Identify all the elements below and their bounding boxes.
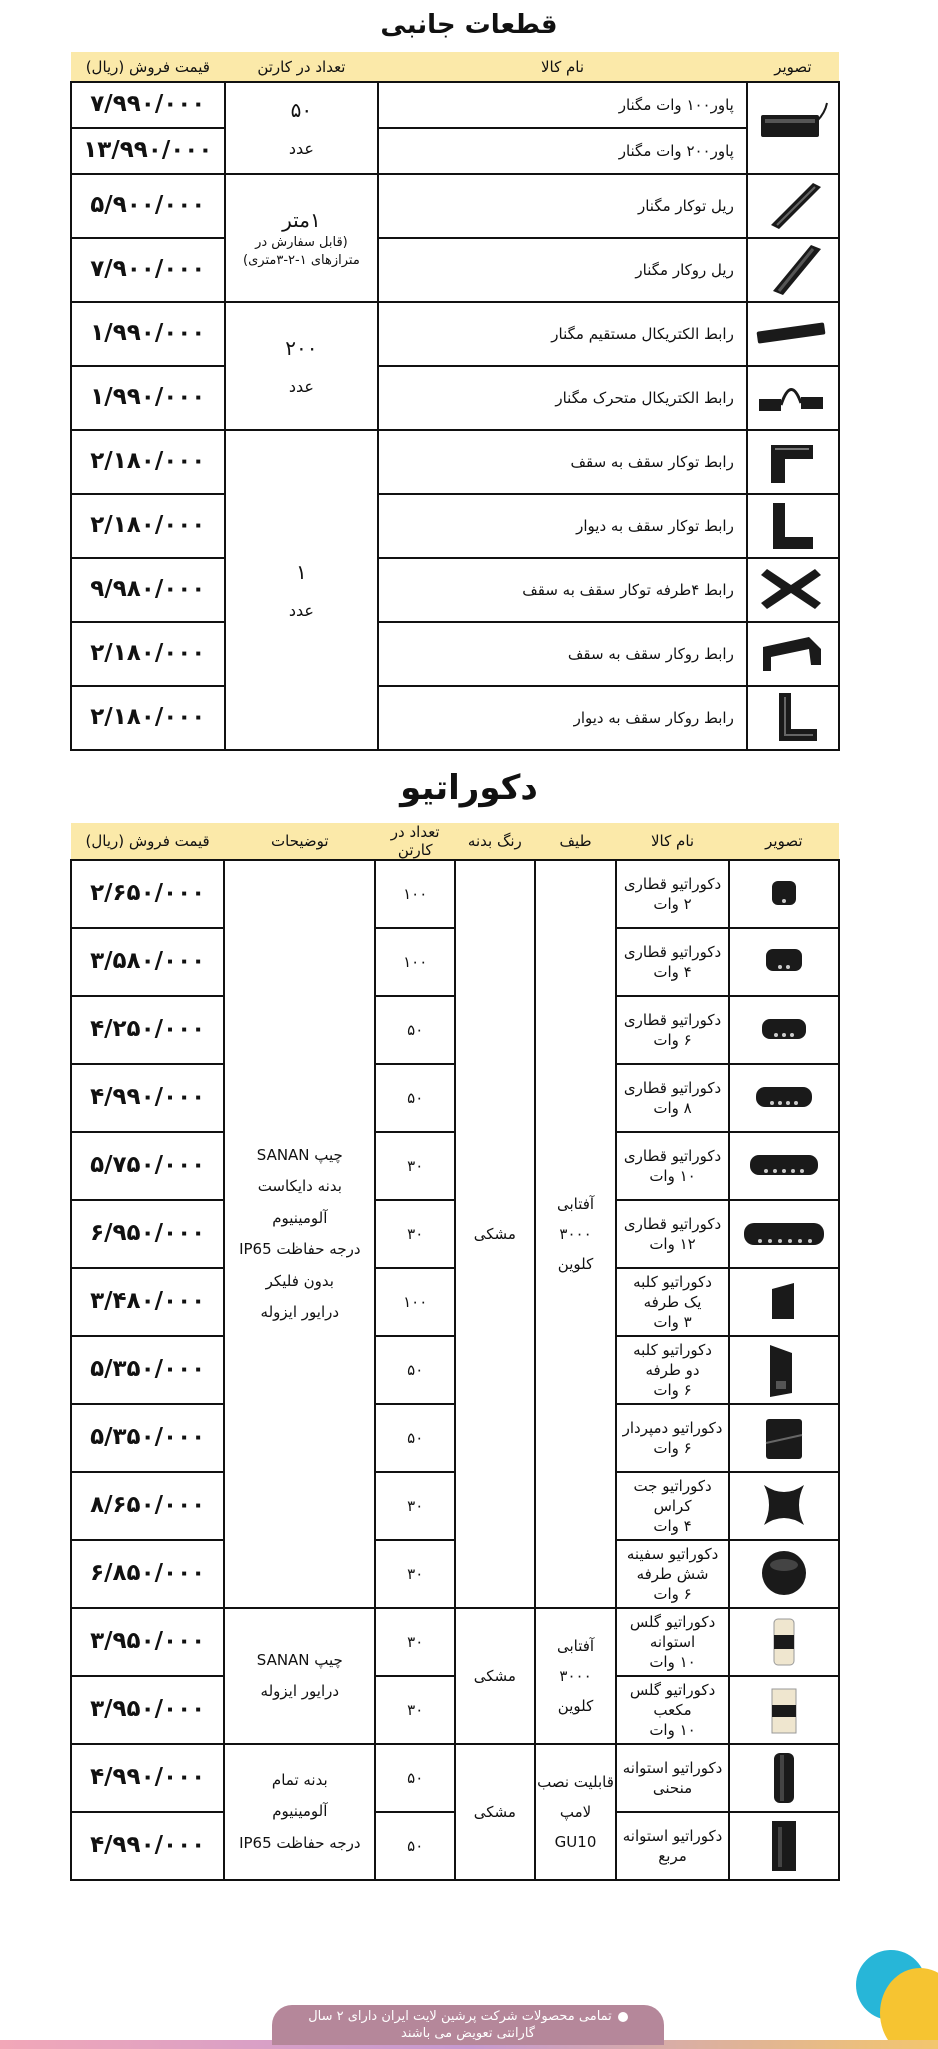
product-name: دکوراتیو قطاری ۲ وات xyxy=(616,860,728,928)
product-image xyxy=(729,1268,839,1336)
product-image xyxy=(729,1200,839,1268)
footer-line-2: گارانتی تعویض می باشند xyxy=(401,2025,535,2041)
sale-price: ۱/۹۹۰/۰۰۰ xyxy=(71,302,225,366)
product-name: دکوراتیو جت کراس ۴ وات xyxy=(616,1472,728,1540)
carton-quantity: ۳۰ xyxy=(375,1676,455,1744)
product-name: رابط روکار سقف به دیوار xyxy=(378,686,747,750)
sale-price: ۵/۷۵۰/۰۰۰ xyxy=(71,1132,224,1200)
wall-light-6-icon xyxy=(742,1001,826,1059)
sale-price: ۲/۱۸۰/۰۰۰ xyxy=(71,622,225,686)
body-color: مشکی xyxy=(455,860,535,1608)
quantity-value: ۱متر xyxy=(282,207,321,232)
product-image xyxy=(747,238,839,302)
product-name: دکوراتیو قطاری ۱۲ وات xyxy=(616,1200,728,1268)
cross-connector-icon xyxy=(751,561,835,619)
product-image xyxy=(729,1744,839,1812)
section-title-accessories: قطعات جانبی xyxy=(380,10,558,40)
glass-cylinder-icon xyxy=(742,1613,826,1671)
wall-light-2-icon xyxy=(742,865,826,923)
l-connector-icon xyxy=(751,497,835,555)
surface-rail-icon xyxy=(751,241,835,299)
wall-light-10-icon xyxy=(742,1137,826,1195)
sale-price: ۴/۲۵۰/۰۰۰ xyxy=(71,996,224,1064)
carton-quantity: ۳۰ xyxy=(375,1608,455,1676)
sale-price: ۵/۹۰۰/۰۰۰ xyxy=(71,174,225,238)
sale-price: ۴/۹۹۰/۰۰۰ xyxy=(71,1812,224,1880)
product-image xyxy=(729,1608,839,1676)
wall-light-12-icon xyxy=(742,1205,826,1263)
product-name: ریل روکار مگنار xyxy=(378,238,747,302)
carton-quantity: ۳۰ xyxy=(375,1200,455,1268)
header-description: توضیحات xyxy=(224,823,375,860)
quantity-unit: عدد xyxy=(288,600,314,620)
product-image xyxy=(729,1064,839,1132)
product-image xyxy=(729,928,839,996)
product-image xyxy=(729,1472,839,1540)
product-name: دکوراتیو سفینه شش طرفه ۶ وات xyxy=(616,1540,728,1608)
table-row xyxy=(71,558,839,622)
sale-price: ۳/۹۵۰/۰۰۰ xyxy=(71,1676,224,1744)
product-description: چیپ SANAN درایور ایزوله xyxy=(224,1608,375,1744)
curved-cylinder-icon xyxy=(742,1749,826,1807)
carton-quantity: ۵۰ xyxy=(375,1404,455,1472)
table-row xyxy=(71,1200,839,1268)
bullet-icon xyxy=(618,2012,628,2022)
sale-price: ۲/۱۸۰/۰۰۰ xyxy=(71,494,225,558)
header-name: نام کالا xyxy=(616,823,728,860)
sale-price: ۶/۸۵۰/۰۰۰ xyxy=(71,1540,224,1608)
header-qty: تعداد در کارتن xyxy=(225,52,379,82)
damper-light-icon xyxy=(742,1409,826,1467)
product-name: رابط روکار سقف به سقف xyxy=(378,622,747,686)
quantity-unit: عدد xyxy=(288,138,314,158)
decorative-table xyxy=(70,823,840,1881)
table-row xyxy=(71,238,839,302)
body-color: مشکی xyxy=(455,1608,535,1744)
quantity-value: ۱ xyxy=(296,559,307,584)
quantity-value: ۵۰ xyxy=(290,97,313,122)
table-row xyxy=(71,174,839,238)
sale-price: ۶/۹۵۰/۰۰۰ xyxy=(71,1200,224,1268)
product-name: دکوراتیو گلس استوانه ۱۰ وات xyxy=(616,1608,728,1676)
product-image xyxy=(747,494,839,558)
flexible-connector-icon xyxy=(751,369,835,427)
sale-price: ۲/۱۸۰/۰۰۰ xyxy=(71,686,225,750)
wall-light-4-icon xyxy=(742,933,826,991)
body-color: مشکی xyxy=(455,1744,535,1880)
quantity-unit: مترازهای ۱-۲-۳متری) xyxy=(243,252,360,268)
product-image xyxy=(729,1404,839,1472)
sale-price: ۵/۳۵۰/۰۰۰ xyxy=(71,1404,224,1472)
product-image xyxy=(729,1676,839,1744)
carton-quantity: ۱۰۰ xyxy=(375,1268,455,1336)
product-image xyxy=(729,1336,839,1404)
accessories-table xyxy=(70,52,840,751)
table-row xyxy=(71,128,839,174)
sale-price: ۳/۹۵۰/۰۰۰ xyxy=(71,1608,224,1676)
product-image xyxy=(747,686,839,750)
header-name: نام کالا xyxy=(378,52,747,82)
product-name: ریل توکار مگنار xyxy=(378,174,747,238)
table-row xyxy=(71,1404,839,1472)
sale-price: ۴/۹۹۰/۰۰۰ xyxy=(71,1744,224,1812)
decorative-header-row xyxy=(71,823,839,860)
product-image xyxy=(747,558,839,622)
footer-warranty-note xyxy=(272,2005,664,2045)
product-image xyxy=(729,1540,839,1608)
carton-quantity: ۵۰ xyxy=(375,1744,455,1812)
product-image xyxy=(747,366,839,430)
product-image xyxy=(747,82,839,174)
table-row xyxy=(71,1268,839,1336)
quantity-unit: عدد xyxy=(288,376,314,396)
carton-quantity: ۱۰۰ xyxy=(375,860,455,928)
product-name: دکوراتیو قطاری ۸ وات xyxy=(616,1064,728,1132)
table-row xyxy=(71,860,839,928)
product-image xyxy=(747,174,839,238)
product-image xyxy=(747,302,839,366)
product-name: دکوراتیو قطاری ۶ وات xyxy=(616,996,728,1064)
quantity-value: ۲۰۰ xyxy=(285,335,318,360)
carton-quantity xyxy=(225,430,379,750)
product-image xyxy=(729,1132,839,1200)
sale-price: ۸/۶۵۰/۰۰۰ xyxy=(71,1472,224,1540)
product-name: رابط الکتریکال مستقیم مگنار xyxy=(378,302,747,366)
carton-quantity: ۳۰ xyxy=(375,1540,455,1608)
square-cylinder-icon xyxy=(742,1817,826,1875)
table-row xyxy=(71,1472,839,1540)
power-supply-icon xyxy=(751,99,835,157)
cross-light-icon xyxy=(742,1477,826,1535)
wall-light-8-icon xyxy=(742,1069,826,1127)
sale-price: ۹/۹۸۰/۰۰۰ xyxy=(71,558,225,622)
table-row xyxy=(71,366,839,430)
sale-price: ۴/۹۹۰/۰۰۰ xyxy=(71,1064,224,1132)
header-body-color: رنگ بدنه xyxy=(455,823,535,860)
product-name: رابط الکتریکال متحرک مگنار xyxy=(378,366,747,430)
product-image xyxy=(747,430,839,494)
header-qty: تعداد در کارتن xyxy=(375,823,455,860)
carton-quantity: ۱۰۰ xyxy=(375,928,455,996)
carton-quantity xyxy=(225,174,379,302)
product-name: دکوراتیو کلبه دو طرفه ۶ وات xyxy=(616,1336,728,1404)
product-description: بدنه تمام آلومینیوم درجه حفاظت IP65 xyxy=(224,1744,375,1880)
light-spectrum: آفتابی ۳۰۰۰ کلوین xyxy=(535,1608,617,1744)
header-image: تصویر xyxy=(747,52,839,82)
sale-price: ۷/۹۰۰/۰۰۰ xyxy=(71,238,225,302)
glass-cube-icon xyxy=(742,1681,826,1739)
carton-quantity: ۵۰ xyxy=(375,1064,455,1132)
table-row xyxy=(71,302,839,366)
product-name: پاور۱۰۰ وات مگنار xyxy=(378,82,747,128)
sale-price: ۳/۵۸۰/۰۰۰ xyxy=(71,928,224,996)
carton-quantity: ۵۰ xyxy=(375,1812,455,1880)
product-image xyxy=(747,622,839,686)
product-name: رابط توکار سقف به سقف xyxy=(378,430,747,494)
surface-corner-icon xyxy=(751,625,835,683)
product-name: دکوراتیو گلس مکعب ۱۰ وات xyxy=(616,1676,728,1744)
header-spectrum: طیف xyxy=(535,823,617,860)
sale-price: ۱/۹۹۰/۰۰۰ xyxy=(71,366,225,430)
header-image: تصویر xyxy=(729,823,839,860)
straight-connector-icon xyxy=(751,305,835,363)
sale-price: ۵/۳۵۰/۰۰۰ xyxy=(71,1336,224,1404)
footer-line-1: تمامی محصولات شرکت پرشین لایت ایران دارای ۲ سال xyxy=(308,2009,612,2024)
section-title-decorative: دکوراتیو xyxy=(400,768,538,808)
sale-price: ۳/۴۸۰/۰۰۰ xyxy=(71,1268,224,1336)
product-image xyxy=(729,1812,839,1880)
carton-quantity: ۵۰ xyxy=(375,1336,455,1404)
sale-price: ۲/۱۸۰/۰۰۰ xyxy=(71,430,225,494)
sale-price: ۲/۶۵۰/۰۰۰ xyxy=(71,860,224,928)
product-image xyxy=(729,996,839,1064)
product-name: پاور۲۰۰ وات مگنار xyxy=(378,128,747,174)
table-row xyxy=(71,494,839,558)
carton-quantity: ۳۰ xyxy=(375,1472,455,1540)
table-row xyxy=(71,1336,839,1404)
cabin-light-double-icon xyxy=(742,1341,826,1399)
product-image xyxy=(729,860,839,928)
carton-quantity: ۵۰ xyxy=(375,996,455,1064)
surface-l-icon xyxy=(751,689,835,747)
product-name: دکوراتیو استوانه منحنی xyxy=(616,1744,728,1812)
table-row xyxy=(71,1540,839,1608)
carton-quantity xyxy=(225,82,379,174)
quantity-unit: (قابل سفارش در xyxy=(255,234,348,250)
table-row xyxy=(71,1608,839,1676)
table-row xyxy=(71,622,839,686)
carton-quantity: ۳۰ xyxy=(375,1132,455,1200)
table-row xyxy=(71,1744,839,1812)
light-spectrum: قابلیت نصب لامپ GU10 xyxy=(535,1744,617,1880)
product-name: دکوراتیو قطاری ۱۰ وات xyxy=(616,1132,728,1200)
recessed-rail-icon xyxy=(751,177,835,235)
table-row xyxy=(71,82,839,128)
product-description: چیپ SANAN بدنه دایکاست آلومینیوم درجه حفاظت IP65 بدون فلیکر درایور ایزوله xyxy=(224,860,375,1608)
product-name: دکوراتیو قطاری ۴ وات xyxy=(616,928,728,996)
product-name: دکوراتیو استوانه مربع xyxy=(616,1812,728,1880)
corner-connector-icon xyxy=(751,433,835,491)
table-row xyxy=(71,1132,839,1200)
product-name: دکوراتیو کلبه یک طرفه ۳ وات xyxy=(616,1268,728,1336)
table-row xyxy=(71,1812,839,1880)
table-row xyxy=(71,1676,839,1744)
carton-quantity xyxy=(225,302,379,430)
product-name: رابط توکار سقف به دیوار xyxy=(378,494,747,558)
header-price: قیمت فروش (ریال) xyxy=(71,52,225,82)
sale-price: ۱۳/۹۹۰/۰۰۰ xyxy=(71,128,225,174)
table-row xyxy=(71,686,839,750)
ufo-light-icon xyxy=(742,1545,826,1603)
cabin-light-icon xyxy=(742,1273,826,1331)
table-row xyxy=(71,928,839,996)
table-row xyxy=(71,430,839,494)
header-price: قیمت فروش (ریال) xyxy=(71,823,224,860)
sale-price: ۷/۹۹۰/۰۰۰ xyxy=(71,82,225,128)
product-name: دکوراتیو دمپردار ۶ وات xyxy=(616,1404,728,1472)
light-spectrum: آفتابی ۳۰۰۰ کلوین xyxy=(535,860,617,1608)
table-row xyxy=(71,1064,839,1132)
table-row xyxy=(71,996,839,1064)
accessories-header-row xyxy=(71,52,839,82)
product-name: رابط ۴طرفه توکار سقف به سقف xyxy=(378,558,747,622)
